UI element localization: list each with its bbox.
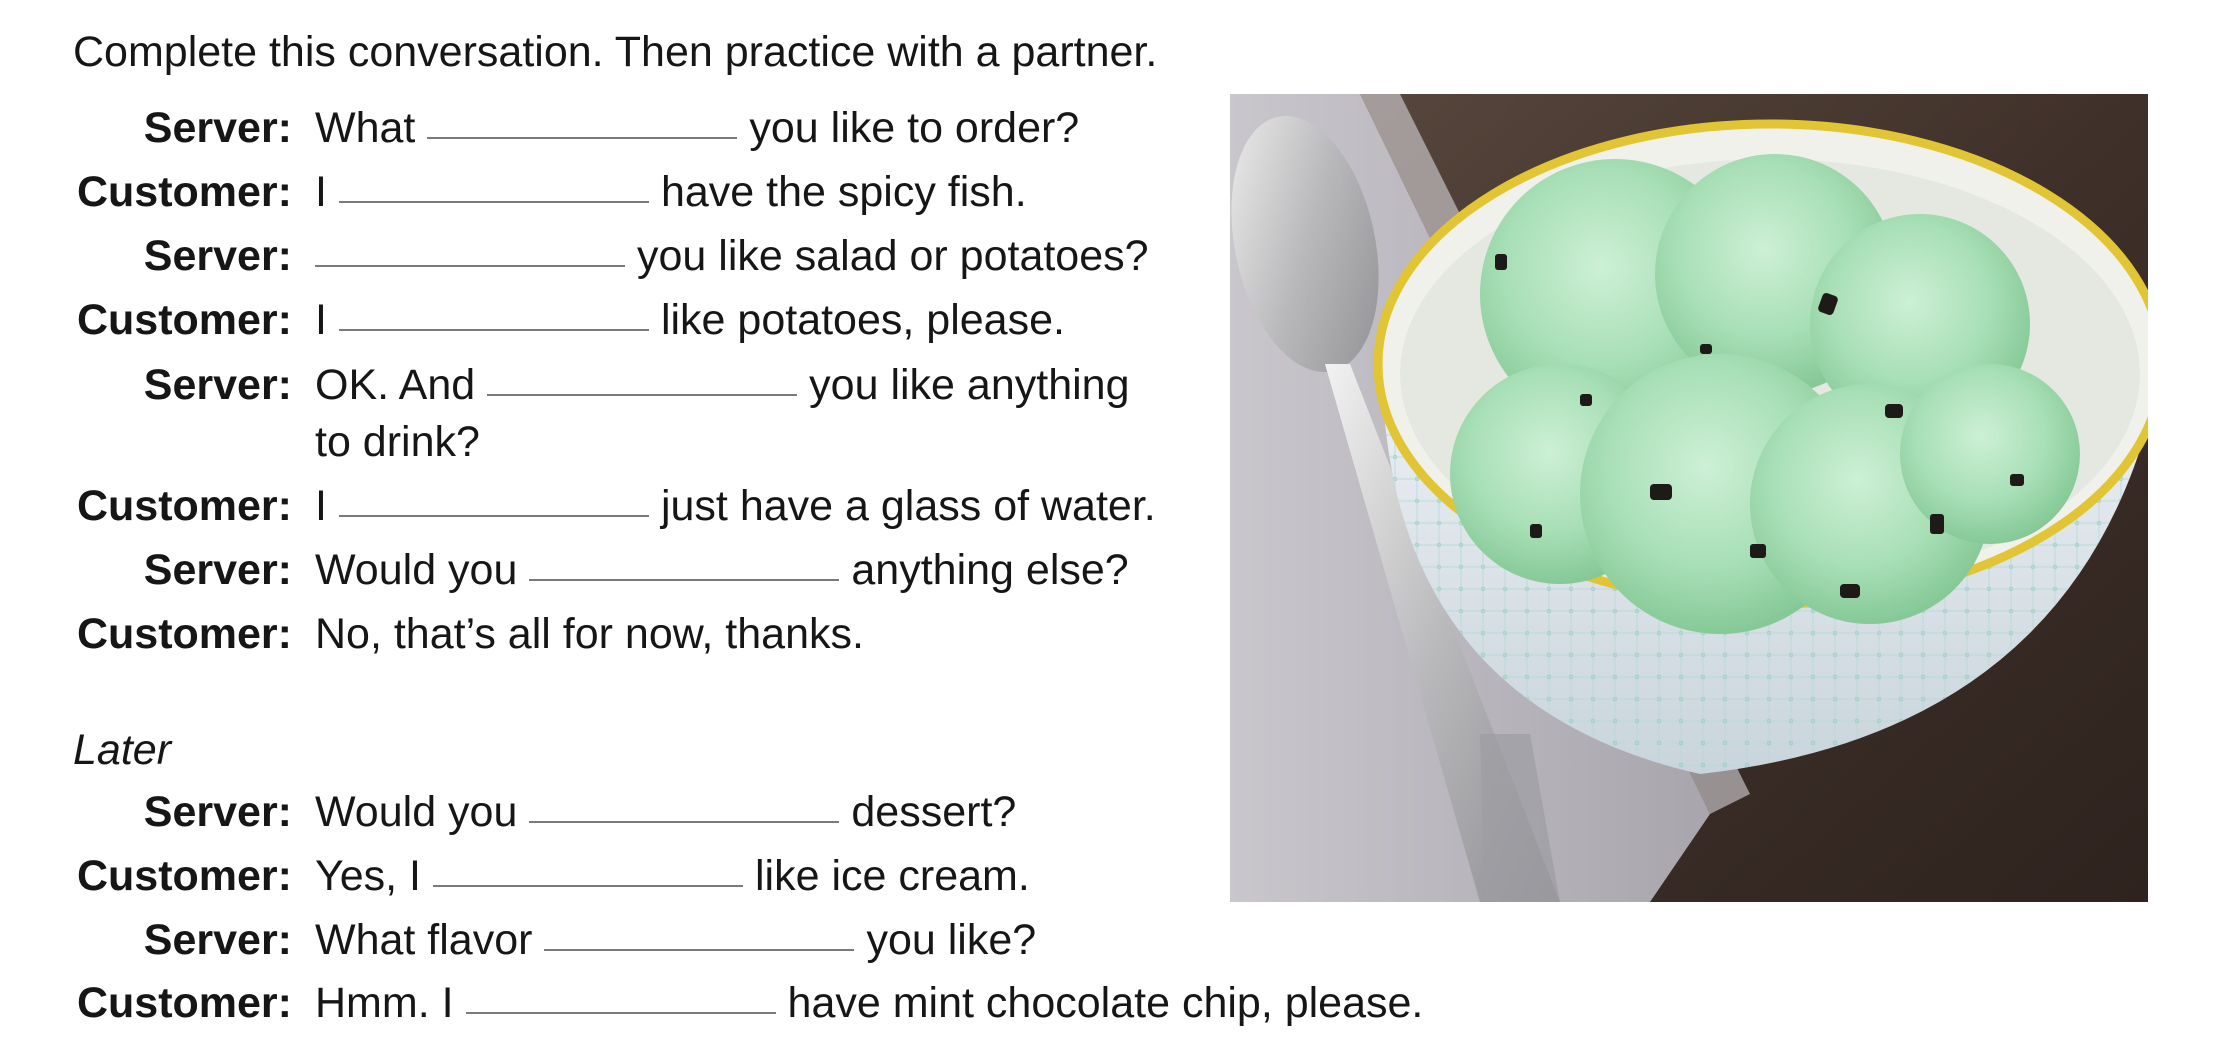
answer-blank[interactable] xyxy=(339,329,649,331)
speaker-label: Server: xyxy=(143,788,292,836)
text-after: dessert? xyxy=(851,788,1017,836)
text-before: OK. And xyxy=(315,361,476,409)
text-after: like ice cream. xyxy=(755,852,1030,900)
speaker-label: Server: xyxy=(143,361,292,409)
speaker-label: Server: xyxy=(143,916,292,964)
line-text: No, that’s all for now, thanks. xyxy=(315,610,864,658)
text-before: I xyxy=(315,482,327,530)
text-after: anything else? xyxy=(851,546,1129,594)
answer-blank[interactable] xyxy=(339,515,649,517)
text-before: Would you xyxy=(315,546,518,594)
text-before: I xyxy=(315,168,327,216)
speaker-label: Server: xyxy=(143,546,292,594)
answer-blank[interactable] xyxy=(466,1012,776,1014)
answer-blank[interactable] xyxy=(433,885,743,887)
text-after: you like anything xyxy=(809,361,1130,409)
text-before: Hmm. I xyxy=(315,979,454,1027)
text-after: have the spicy fish. xyxy=(660,168,1027,216)
answer-blank[interactable] xyxy=(544,949,854,951)
speaker-label: Server: xyxy=(143,104,292,152)
speaker-label: Customer: xyxy=(76,482,292,530)
answer-blank[interactable] xyxy=(339,201,649,203)
speaker-label: Customer: xyxy=(76,296,292,344)
text-after: like potatoes, please. xyxy=(660,296,1065,344)
ice-cream-photo xyxy=(1230,94,2148,902)
text-before: Would you xyxy=(315,788,518,836)
text-after: you like to order? xyxy=(749,104,1080,152)
line-continuation: to drink? xyxy=(315,418,480,466)
answer-blank[interactable] xyxy=(529,579,839,581)
text-after: just have a glass of water. xyxy=(660,482,1156,530)
speaker-label: Customer: xyxy=(76,610,292,658)
answer-blank[interactable] xyxy=(427,137,737,139)
text-before: What xyxy=(315,104,416,152)
text-after: have mint chocolate chip, please. xyxy=(787,979,1424,1027)
text-after: you like? xyxy=(866,916,1037,964)
answer-blank[interactable] xyxy=(315,265,625,267)
text-before: Yes, I xyxy=(315,852,421,900)
speaker-label: Customer: xyxy=(76,168,292,216)
speaker-label: Customer: xyxy=(76,979,292,1027)
speaker-label: Server: xyxy=(143,232,292,280)
answer-blank[interactable] xyxy=(487,394,797,396)
speaker-label: Customer: xyxy=(76,852,292,900)
answer-blank[interactable] xyxy=(529,821,839,823)
text-before: What flavor xyxy=(315,916,533,964)
instruction: Complete this conversation. Then practice with a partner. xyxy=(73,28,1158,76)
later-label: Later xyxy=(73,726,172,774)
text-after: you like salad or potatoes? xyxy=(637,232,1149,280)
text-before: I xyxy=(315,296,327,344)
